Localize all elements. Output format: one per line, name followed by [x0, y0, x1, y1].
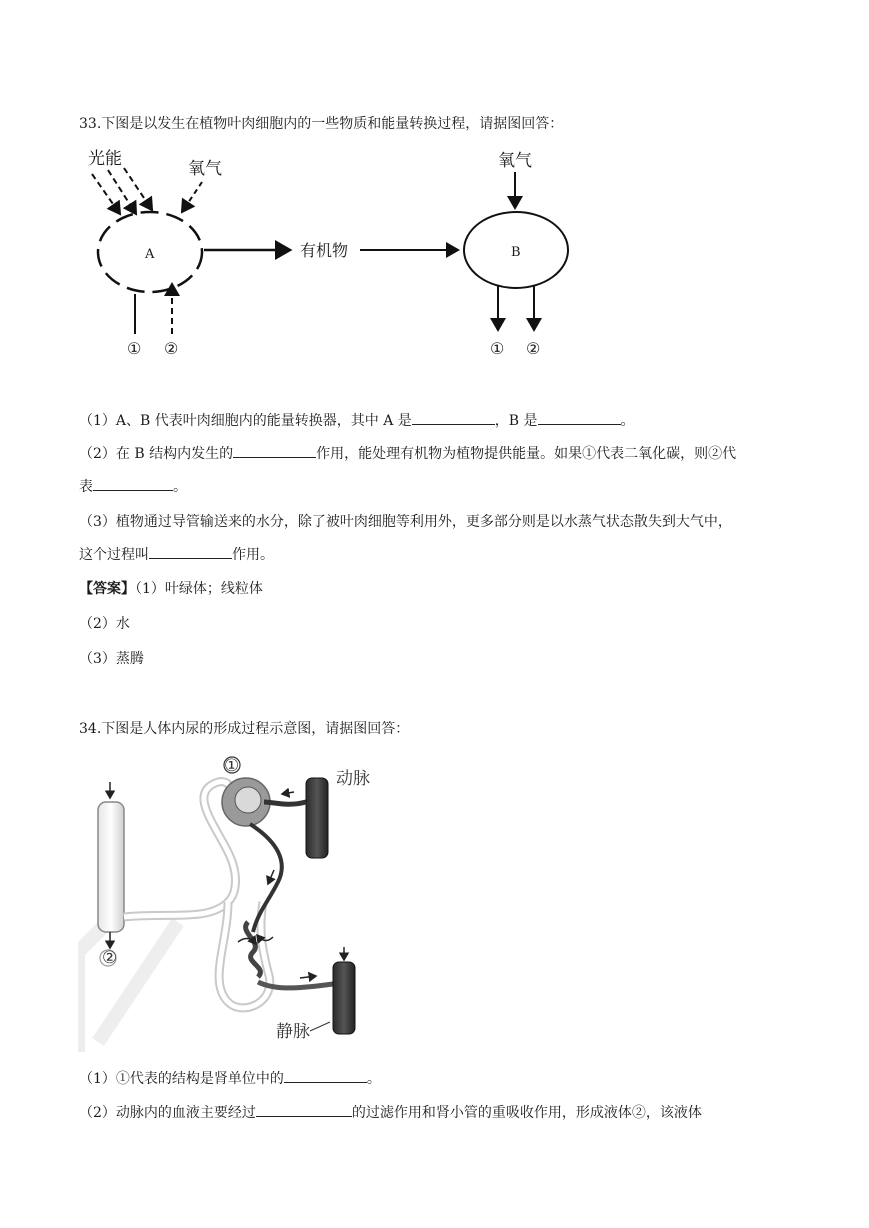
light-arrows-icon [92, 168, 152, 214]
q33-question-2: （2）在 B 结构内发生的 作用，能处理有机物为植物提供能量。如果①代表二氧化碳，则②代 [79, 443, 736, 463]
q33-diagram [78, 140, 598, 370]
q34-figure [78, 752, 388, 1052]
figure-label-1: ① [224, 756, 240, 776]
blank-b[interactable] [538, 410, 621, 425]
figure-label-2: ② [102, 948, 118, 968]
efferent-arteriole [250, 824, 282, 932]
in-2-label: ② [164, 339, 179, 358]
q34-question-1: （1）①代表的结构是肾单位中的 。 [79, 1068, 381, 1088]
q33-title: 33.下图是以发生在植物叶肉细胞内的一些物质和能量转换过程，请据图回答： [79, 116, 564, 132]
glomerulus [235, 787, 261, 813]
q33-answer-2: （2）水 [79, 616, 130, 632]
q33-answer-3: （3）蒸腾 [79, 651, 144, 667]
out-1-label: ① [490, 339, 505, 358]
blank-structure-1[interactable] [284, 1068, 367, 1083]
q33-answer: 【答案】（1）叶绿体；线粒体 [79, 581, 263, 597]
light-label: 光能 [88, 149, 122, 169]
b-label: B [511, 245, 521, 260]
q33-question-1: （1）A、B 代表叶肉细胞内的能量转换器，其中 A 是 ，B 是 。 [79, 410, 635, 430]
out-2-label: ② [526, 339, 541, 358]
oxygen-right-label: 氧气 [498, 151, 532, 171]
a-label: A [145, 247, 155, 262]
blank-a[interactable] [412, 410, 495, 425]
oxygen-out-arrow-icon [182, 182, 202, 212]
q33-question-3-cont: 这个过程叫 作用。 [79, 544, 274, 564]
blank-b-function[interactable] [233, 443, 316, 458]
artery-label: 动脉 [336, 769, 370, 789]
oxygen-left-label: 氧气 [188, 159, 222, 179]
organic-label: 有机物 [300, 241, 349, 260]
collecting-duct [98, 802, 124, 932]
vein-label: 静脉 [276, 1022, 310, 1042]
q33-question-3: （3）植物通过导管输送来的水分，除了被叶肉细胞等利用外，更多部分则是以水蒸气状态散失到大气中， [79, 514, 732, 530]
blank-filtration[interactable] [256, 1102, 352, 1117]
afferent-arteriole [264, 802, 306, 804]
q34-title: 34.下图是人体内尿的形成过程示意图，请据图回答： [79, 721, 410, 737]
q34-question-2: （2）动脉内的血液主要经过 的过滤作用和肾小管的重吸收作用，形成液体②，该液体 [79, 1102, 702, 1122]
proximal-tubule [124, 782, 236, 917]
artery [306, 778, 328, 858]
blank-output-2[interactable] [93, 476, 173, 491]
vein [333, 962, 355, 1034]
q33-question-2-cont: 表 。 [79, 476, 187, 496]
blank-process[interactable] [149, 544, 232, 559]
in-1-label: ① [127, 339, 142, 358]
